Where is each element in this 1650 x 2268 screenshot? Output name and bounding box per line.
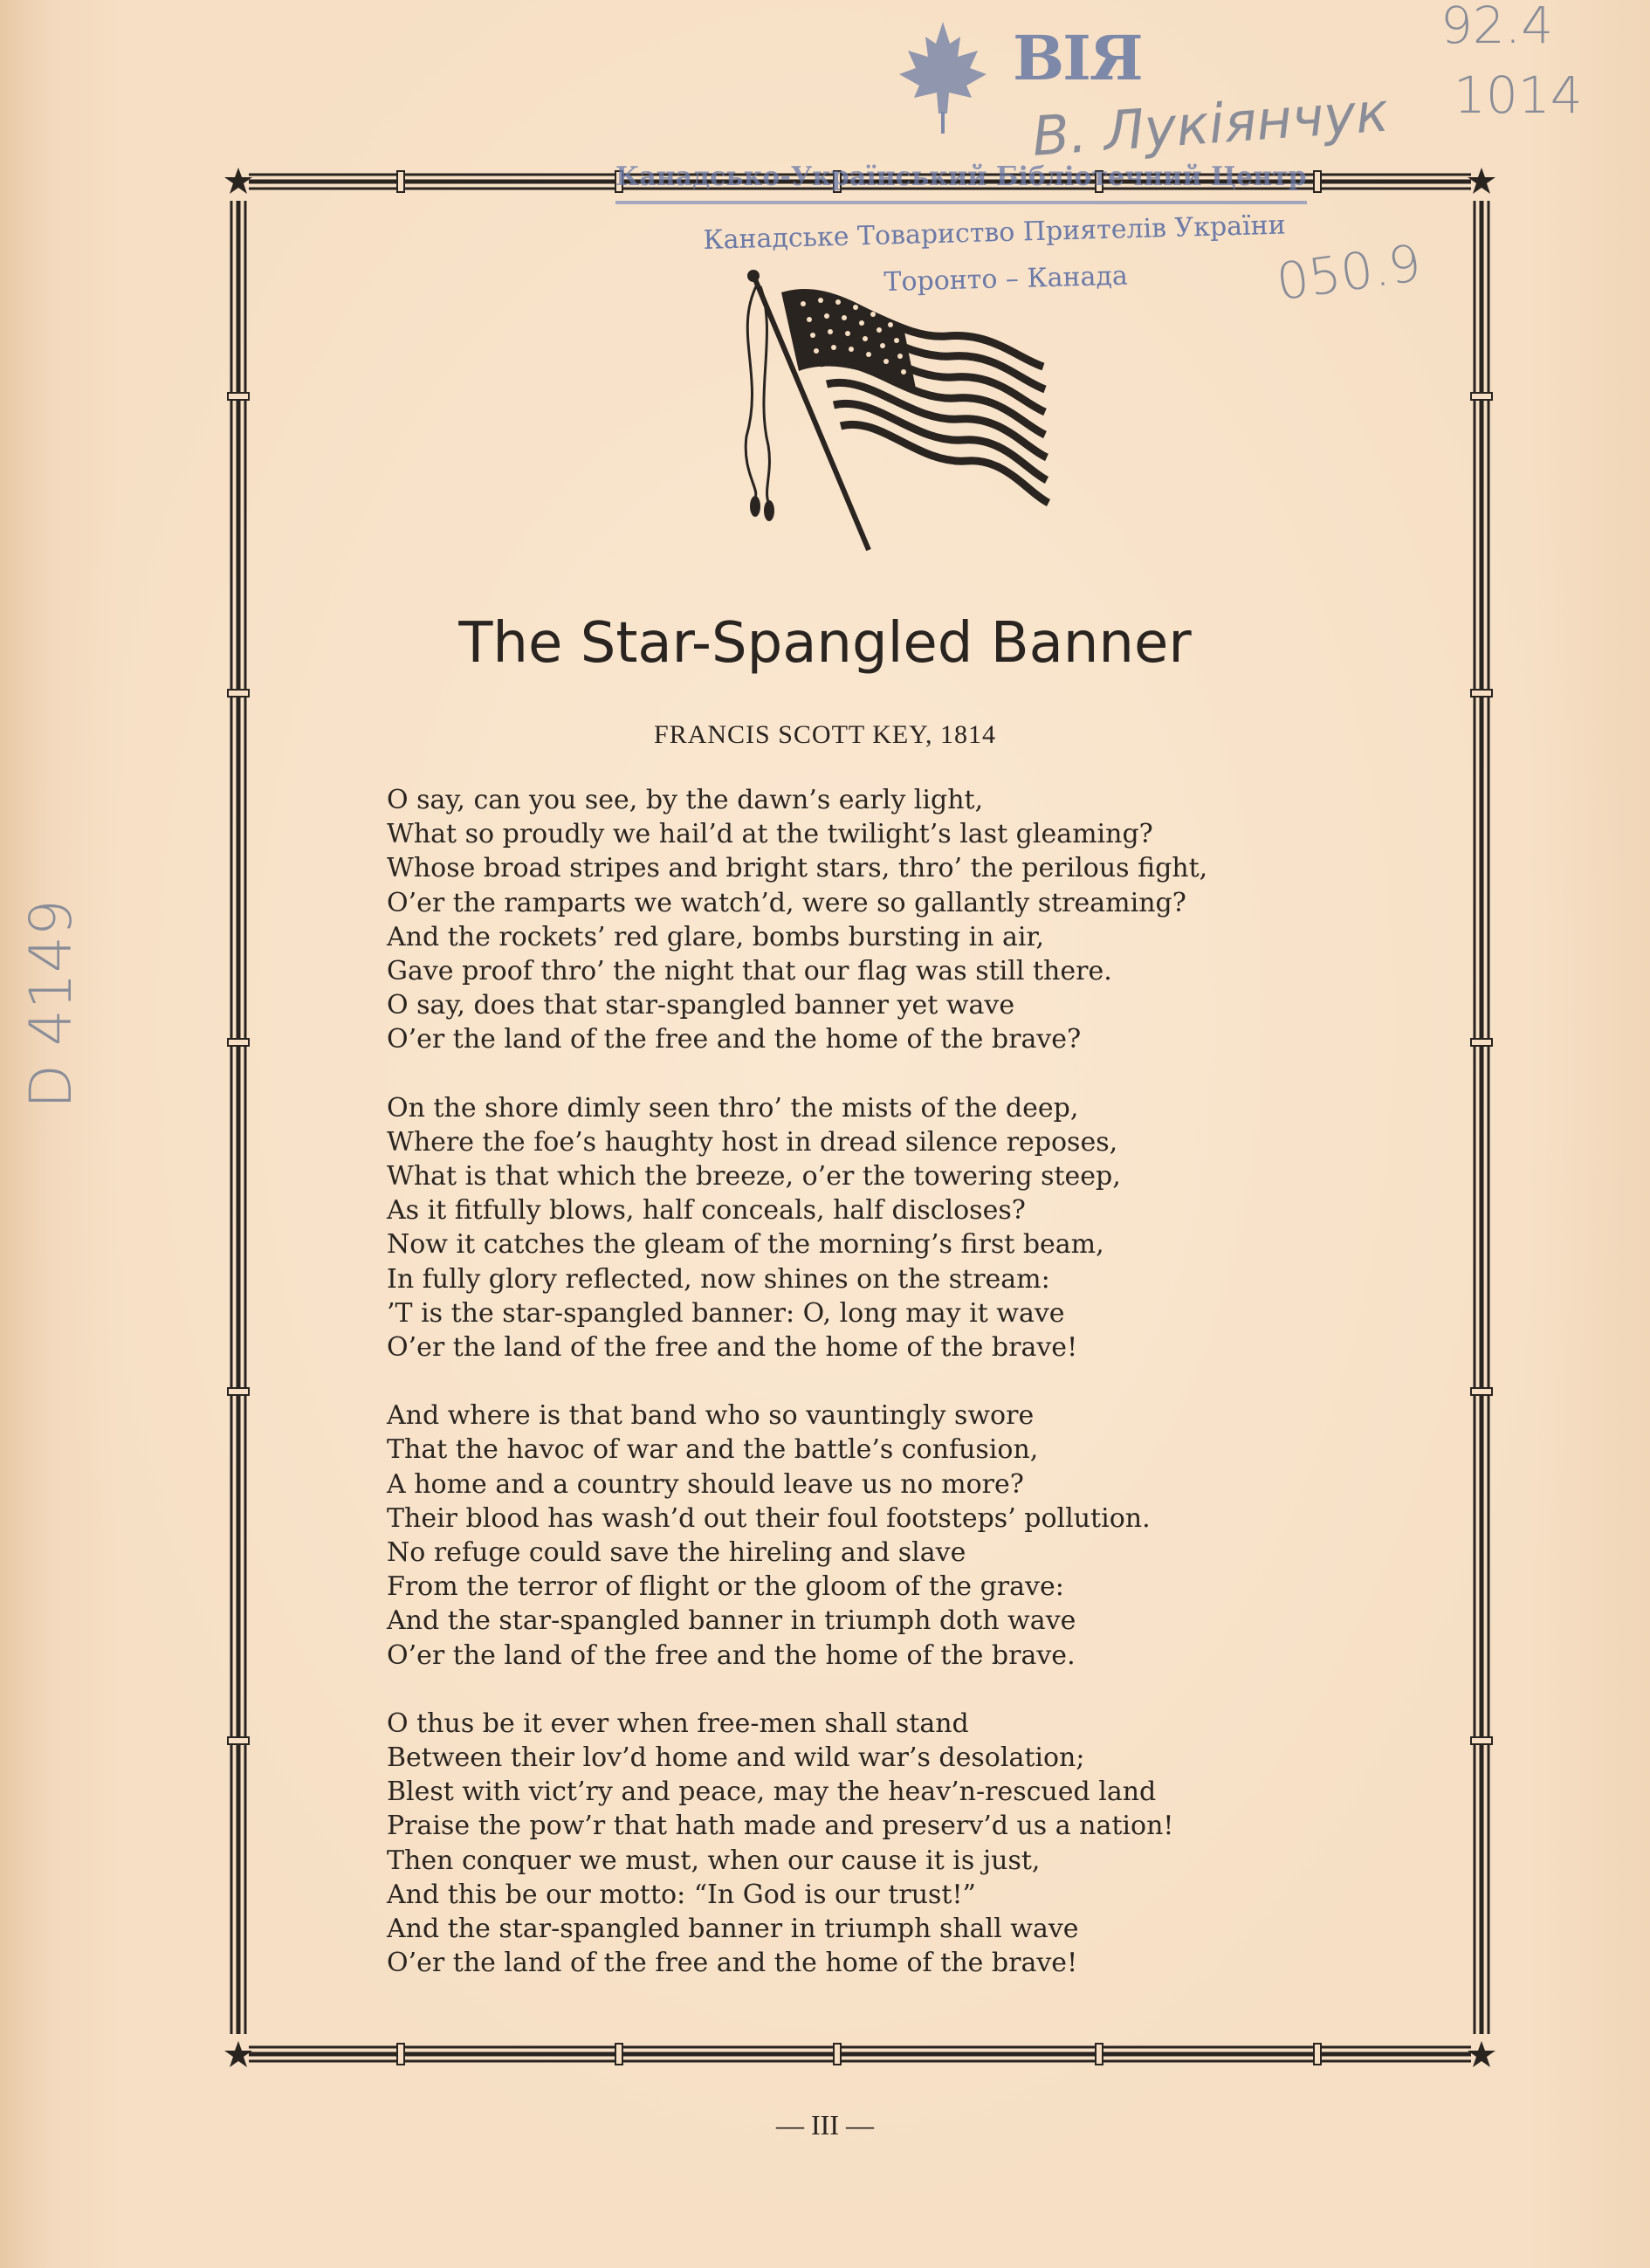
poem-line: And the star-spangled banner in triumph doth wave [387, 1605, 1076, 1637]
handwritten-number-2: 1014 [1454, 65, 1583, 125]
poem-line: O’er the ramparts we watch’d, were so gallantly streaming? [387, 887, 1186, 918]
handwritten-margin-number: D 4149 [17, 899, 85, 1109]
poem-line: Praise the pow’r that hath made and preserv’d us a nation! [387, 1811, 1174, 1842]
poem-line: What so proudly we hail’d at the twilight’s last gleaming? [387, 819, 1153, 850]
poem-line: And the star-spangled banner in triumph shall wave [387, 1914, 1079, 1945]
poem-line: O thus be it ever when free-men shall stand [387, 1708, 969, 1739]
poem-line: What is that which the breeze, o’er the towering steep, [387, 1161, 1121, 1192]
handwritten-number-1: 92.4 [1440, 0, 1554, 55]
stamp-city-line: Торонто – Канада [883, 260, 1129, 298]
handwritten-signature: В. Лукіянчук [1030, 79, 1391, 168]
poem-line: A home and a country should leave us no more? [387, 1468, 1024, 1500]
american-flag-illustration [729, 262, 1061, 559]
poem-author: FRANCIS SCOTT KEY, 1814 [654, 720, 996, 749]
maple-leaf-icon [895, 17, 991, 140]
poem-line: As it fitfully blows, half conceals, half discloses? [387, 1195, 1026, 1227]
poem-line: And this be our motto: “In God is our trust!” [387, 1879, 976, 1910]
poem-line: Whose broad stripes and bright stars, thro’ the perilous fight, [387, 853, 1208, 884]
stanza-2 [387, 1091, 1391, 1365]
poem-line: In fully glory reflected, now shines on the stream: [387, 1263, 1050, 1295]
page-number: — III — [776, 2109, 874, 2141]
stanza-3 [387, 1399, 1391, 1673]
poem-line: ’T is the star-spangled banner: O, long may it wave [387, 1297, 1065, 1329]
handwritten-catalog: 050.9 [1273, 232, 1425, 313]
stanza-1 [387, 783, 1391, 1057]
poem-line: Their blood has wash’d out their foul footsteps’ pollution. [387, 1502, 1151, 1534]
poem-line: O’er the land of the free and the home of the brave! [387, 1948, 1078, 1979]
poem-line: Where the foe’s haughty host in dread silence reposes, [387, 1126, 1118, 1158]
poem-line: O say, can you see, by the dawn’s early light, [387, 785, 984, 815]
stamp-center-line: Канадсько-Український Бібліотечний Центр [615, 162, 1307, 204]
poem-line: From the terror of flight or the gloom of the grave: [387, 1571, 1064, 1603]
poem-line: Then conquer we must, when our cause it is just, [387, 1845, 1041, 1876]
poem-body [387, 783, 1391, 2015]
poem-line: And where is that band who so vauntingly swore [387, 1400, 1035, 1432]
poem-line: O’er the land of the free and the home of the brave? [387, 1024, 1082, 1055]
poem-title: The Star-Spangled Banner [458, 611, 1192, 676]
poem-line: And the rockets’ red glare, bombs bursting in air, [387, 921, 1045, 952]
poem-line: Between their lov’d home and wild war’s desolation; [387, 1742, 1085, 1774]
poem-line: O’er the land of the free and the home of the brave! [387, 1332, 1078, 1364]
poem-line: Gave proof thro’ the night that our flag was still there. [387, 956, 1112, 987]
poem-line: Blest with vict’ry and peace, may the heav’n-rescued land [387, 1777, 1157, 1808]
poem-line: O say, does that star-spangled banner yet wave [387, 990, 1015, 1021]
poem-line: No refuge could save the hireling and slave [387, 1537, 966, 1569]
poem-line: Now it catches the gleam of the morning’s first beam, [387, 1229, 1104, 1261]
stanza-4 [387, 1707, 1391, 1981]
poem-line: On the shore dimly seen thro’ the mists of the deep, [387, 1092, 1079, 1124]
poem-line: O’er the land of the free and the home of the brave. [387, 1639, 1076, 1671]
poem-line: That the havoc of war and the battle’s confusion, [387, 1434, 1039, 1466]
stamp-monogram: ВІЯ [1013, 22, 1142, 94]
stamp-society-line: Канадське Товариство Приятелів України [703, 210, 1287, 256]
